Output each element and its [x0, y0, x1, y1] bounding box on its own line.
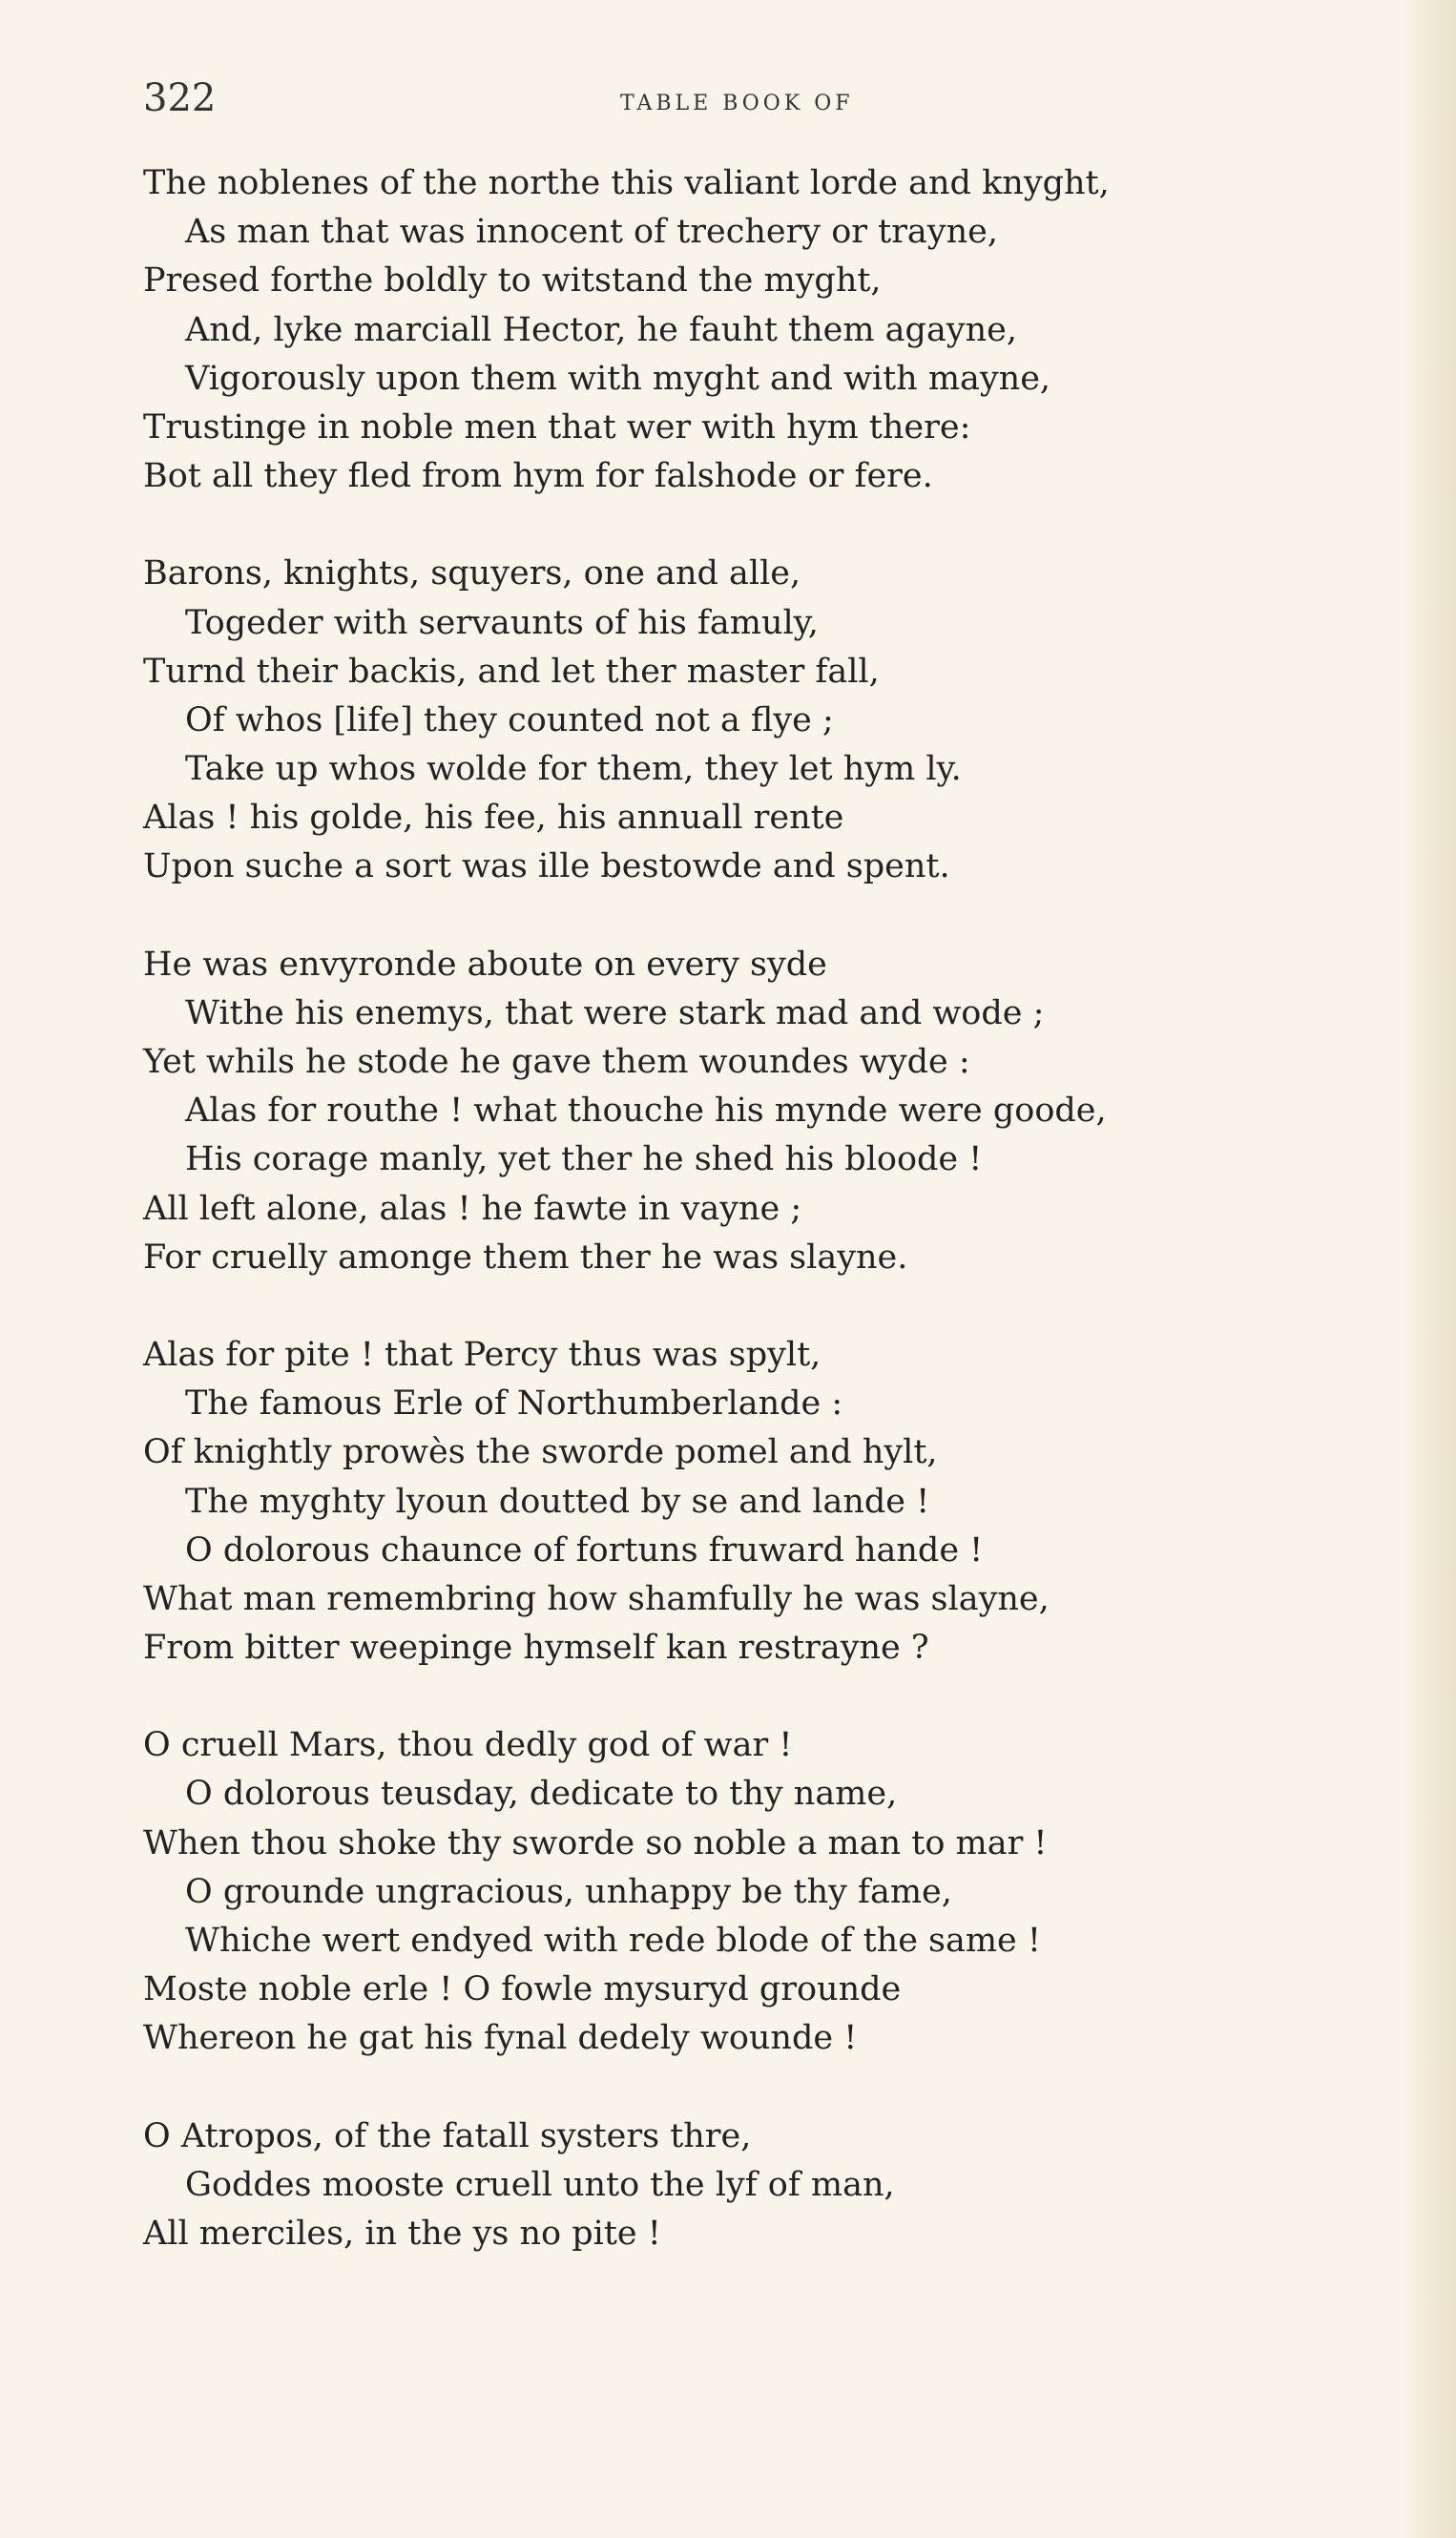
- poem-line: O cruell Mars, thou dedly god of war !: [143, 1726, 793, 1765]
- poem-line: Alas for pite ! that Percy thus was spylt,: [143, 1335, 822, 1374]
- running-head: TABLE BOOK OF: [620, 92, 854, 115]
- poem-line: Bot all they fled from hym for falshode or fere.: [143, 457, 933, 496]
- page-header: [143, 76, 1317, 134]
- poem-line: Vigorously upon them with myght and with mayne,: [185, 359, 1051, 398]
- poem-line: Take up whos wolde for them, they let hym ly.: [185, 750, 962, 789]
- poem-line: Goddes mooste cruell unto the lyf of man,: [185, 2165, 895, 2204]
- poem-line: Yet whils he stode he gave them woundes wyde :: [143, 1043, 970, 1081]
- poem-line: Togeder with servaunts of his famuly,: [185, 603, 819, 642]
- poem-line: All merciles, in the ys no pite !: [143, 2214, 661, 2253]
- poem-line: As man that was innocent of trechery or trayne,: [185, 213, 998, 252]
- poem-line: When thou shoke thy sworde so noble a man to mar !: [143, 1823, 1048, 1862]
- poem-line: Upon suche a sort was ille bestowde and spent.: [143, 847, 950, 886]
- poem-line: And, lyke marciall Hector, he fauht them agayne,: [185, 310, 1017, 349]
- poem-line: Of knightly prowès the sworde pomel and hylt,: [143, 1433, 938, 1472]
- poem-line: O dolorous teusday, dedicate to thy name,: [185, 1775, 898, 1814]
- poem-line: Of whos [life] they counted not a flye ;: [185, 700, 834, 739]
- poem-line: His corage manly, yet ther he shed his bloode !: [185, 1140, 983, 1179]
- poem-line: From bitter weepinge hymself kan restrayne ?: [143, 1629, 929, 1668]
- poem-line: He was envyronde aboute on every syde: [143, 945, 827, 984]
- poem-line: Withe his enemys, that were stark mad and wode ;: [185, 993, 1045, 1032]
- poem-line: Barons, knights, squyers, one and alle,: [143, 554, 801, 593]
- poem-line: Alas for routhe ! what thouche his mynde were goode,: [185, 1092, 1107, 1131]
- poem-line: O dolorous chaunce of fortuns fruward hande !: [185, 1530, 984, 1570]
- stanza-5: [143, 1721, 1383, 2063]
- stanza-2: [143, 550, 1383, 891]
- stanza-4: [143, 1331, 1383, 1673]
- poem-line: Alas ! his golde, his fee, his annuall rente: [143, 799, 844, 838]
- poem-line: What man remembring how shamfully he was slayne,: [143, 1579, 1050, 1618]
- poem-line: For cruelly amonge them ther he was slayne.: [143, 1238, 908, 1277]
- poem-line: O grounde ungracious, unhappy be thy fame,: [185, 1872, 952, 1911]
- poem-line: Trustinge in noble men that wer with hym there:: [143, 407, 971, 447]
- poem-line: Whiche wert endyed with rede blode of the same !: [185, 1922, 1041, 1960]
- stanza-6: [143, 2112, 1383, 2259]
- poem-line: Moste noble erle ! O fowle mysuryd grounde: [143, 1970, 902, 2009]
- poem-body: [143, 159, 1383, 2307]
- poem-line: The noblenes of the northe this valiant lorde and knyght,: [143, 164, 1110, 202]
- poem-line: The myghty lyoun doutted by se and lande !: [185, 1482, 930, 1521]
- poem-line: Presed forthe boldly to witstand the myght,: [143, 261, 882, 301]
- poem-line: O Atropos, of the fatall systers thre,: [143, 2116, 752, 2155]
- poem-line: All left alone, alas ! he fawte in vayne ;: [143, 1189, 802, 1228]
- poem-line: Turnd their backis, and let ther master fall,: [143, 652, 880, 691]
- poem-line: Whereon he gat his fynal dedely wounde !: [143, 2019, 858, 2058]
- page-number: 322: [143, 76, 217, 120]
- poem-line: The famous Erle of Northumberlande :: [185, 1384, 843, 1424]
- stanza-1: [143, 159, 1383, 501]
- stanza-3: [143, 941, 1383, 1282]
